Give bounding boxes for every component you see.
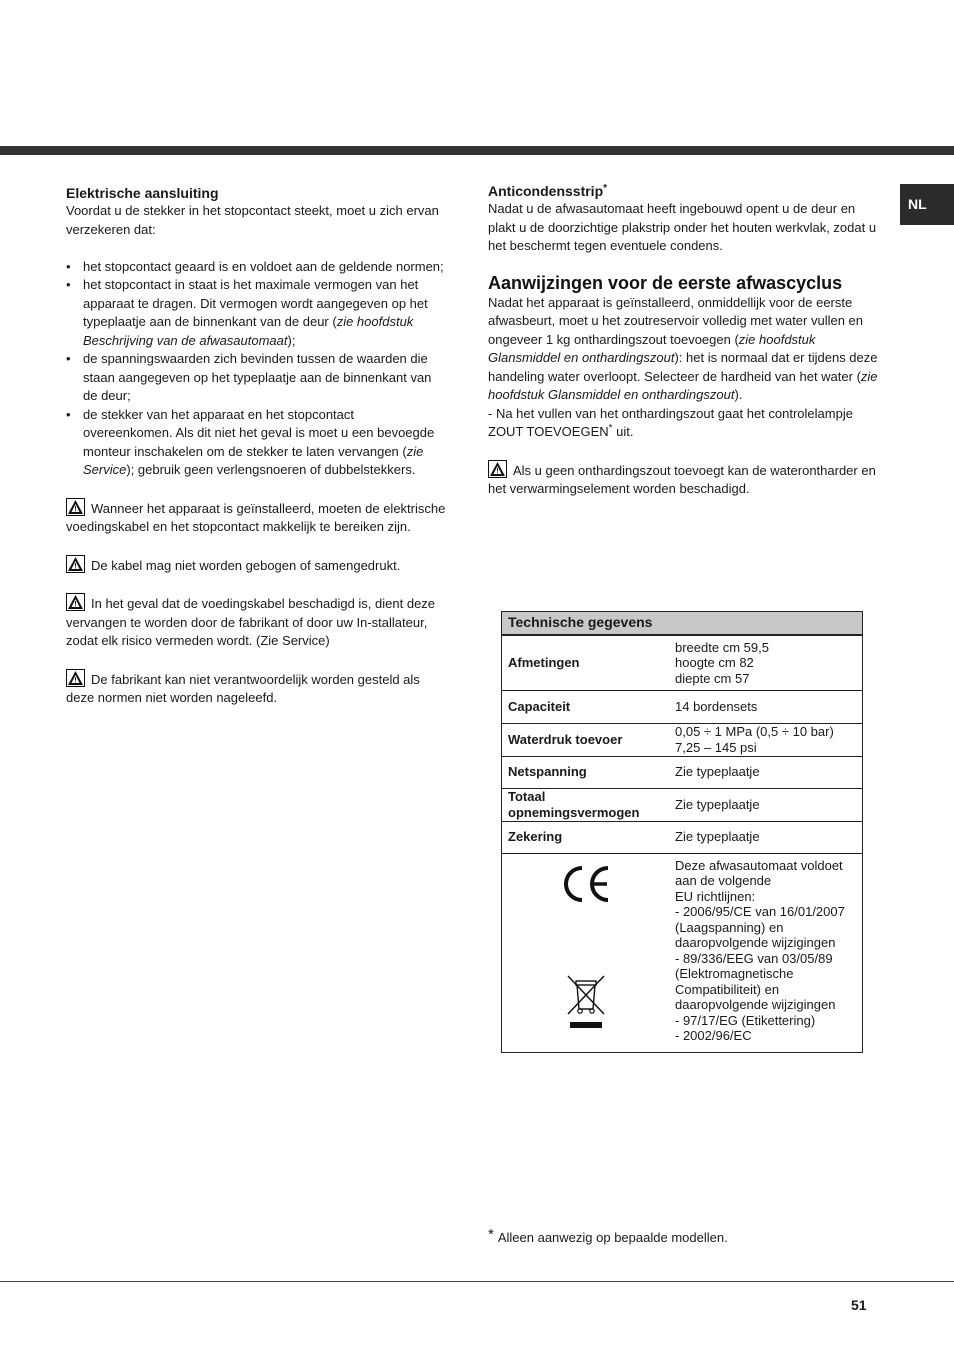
compliance-text: Deze afwasautomaat voldoet aan de volgende EU richtlijnen: - 2006/95/CE van 16/01/2007 (Laagspanning) en daaropvolgende wijzigingen - 89/336/EEG van 03/05/89 (Elektromagnetische Compatibiliteit) en daaropvolgende wijzigingen - 97/17/EG (Etikettering) - 2002/96/EC <box>669 853 863 1052</box>
list-item: • het stopcontact geaard is en voldoet aan de geldende normen; <box>66 258 446 277</box>
compliance-row <box>502 853 863 1052</box>
first-cycle-text: Nadat het apparaat is geïnstalleerd, onmiddellijk voor de eerste afwasbeurt, moet u het zoutreservoir volledig met water vullen en ongeveer 1 kg onthardingszout toevoegen (zie hoofdstuk Glansmiddel en onthardingszout): het is normaal dat er tijdens deze handeling water overloopt. Selecteer de hardheid van het water (zie hoofdstuk Glansmiddel en onthardingszout). <box>488 294 878 402</box>
weee-bin-icon <box>565 973 607 1031</box>
page-number: 51 <box>851 1297 867 1313</box>
footer-rule <box>0 1281 954 1282</box>
row-label: Netspanning <box>502 756 670 788</box>
table-title: Technische gegevens <box>502 612 863 636</box>
anticondens-heading: Anticondensstrip* <box>488 183 608 199</box>
electrical-heading: Elektrische aansluiting <box>66 185 219 201</box>
row-value: 14 bordensets <box>669 690 863 723</box>
table-row <box>502 635 863 690</box>
row-value: breedte cm 59,5 hoogte cm 82 diepte cm 57 <box>669 635 863 690</box>
table-header-row <box>502 612 863 636</box>
warning-triangle-icon <box>66 498 85 516</box>
list-item: • de spanningswaarden zich bevinden tussen de waarden die staan aangegeven op het typeplaatje aan de binnenkant van de deur; <box>66 350 446 406</box>
row-label: Totaal opnemingsvermogen <box>502 788 670 821</box>
warning-note: Als u geen onthardingszout toevoegt kan de waterontharder en het verwarmingselement worden beschadigd. <box>488 460 883 499</box>
right-column <box>488 182 883 499</box>
warning-note: De kabel mag niet worden gebogen of samengedrukt. <box>66 555 446 576</box>
compliance-marks <box>502 853 670 1052</box>
language-tab: NL <box>900 184 954 225</box>
warning-triangle-icon <box>66 669 85 687</box>
anticondens-text: Nadat u de afwasautomaat heeft ingebouwd opent u de deur en plakt u de doorzichtige plakstrip onder het houten werkvlak, zodat u het beschermt tegen eventuele condens. <box>488 201 877 253</box>
row-value: Zie typeplaatje <box>669 821 863 853</box>
warning-triangle-icon <box>66 593 85 611</box>
table-row <box>502 756 863 788</box>
table-row <box>502 821 863 853</box>
left-column <box>66 184 446 708</box>
warning-note: De fabrikant kan niet verantwoordelijk worden gesteld als deze normen niet worden nageleefd. <box>66 669 446 708</box>
warning-note: Wanneer het apparaat is geïnstalleerd, moeten de elektrische voedingskabel en het stopcontact makkelijk te bereiken zijn. <box>66 498 446 537</box>
table-row <box>502 788 863 821</box>
footnote: * Alleen aanwezig op bepaalde modellen. <box>488 1226 728 1245</box>
table-row <box>502 723 863 756</box>
top-bar <box>0 146 954 155</box>
electrical-intro: Voordat u de stekker in het stopcontact steekt, moet u zich ervan verzekeren dat: <box>66 203 439 237</box>
warning-triangle-icon <box>488 460 507 478</box>
ce-mark-icon <box>559 862 613 906</box>
first-cycle-heading: Aanwijzingen voor de eerste afwascyclus <box>488 272 843 293</box>
requirements-list <box>66 258 446 480</box>
warning-triangle-icon <box>66 555 85 573</box>
row-label: Zekering <box>502 821 670 853</box>
row-value: Zie typeplaatje <box>669 756 863 788</box>
list-item: • het stopcontact in staat is het maximale vermogen van het apparaat te dragen. Dit vermogen wordt aangegeven op het typeplaatje aan de binnenkant van de deur (zie hoofdstuk Beschrijving van de afwasautomaat); <box>66 276 446 350</box>
row-label: Waterdruk toevoer <box>502 723 670 756</box>
row-label: Capaciteit <box>502 690 670 723</box>
row-value: Zie typeplaatje <box>669 788 863 821</box>
list-item: • de stekker van het apparaat en het stopcontact overeenkomen. Als dit niet het geval is moet u een bevoegde monteur inschakelen om de stekker te laten vervangen (zie Service); gebruik geen verlengsnoeren of dubbelstekkers. <box>66 406 446 480</box>
salt-lamp-text: - Na het vullen van het onthardingszout gaat het controlelampje ZOUT TOEVOEGEN* uit. <box>488 405 853 439</box>
table-row <box>502 690 863 723</box>
technical-data-table <box>501 611 863 1053</box>
row-value: 0,05 ÷ 1 MPa (0,5 ÷ 10 bar) 7,25 – 145 psi <box>669 723 863 756</box>
row-label: Afmetingen <box>502 635 670 690</box>
warning-note: In het geval dat de voedingskabel beschadigd is, dient deze vervangen te worden door de fabrikant of door uw In-stallateur, zodat elk risico vermeden wordt. (Zie Service) <box>66 593 446 651</box>
